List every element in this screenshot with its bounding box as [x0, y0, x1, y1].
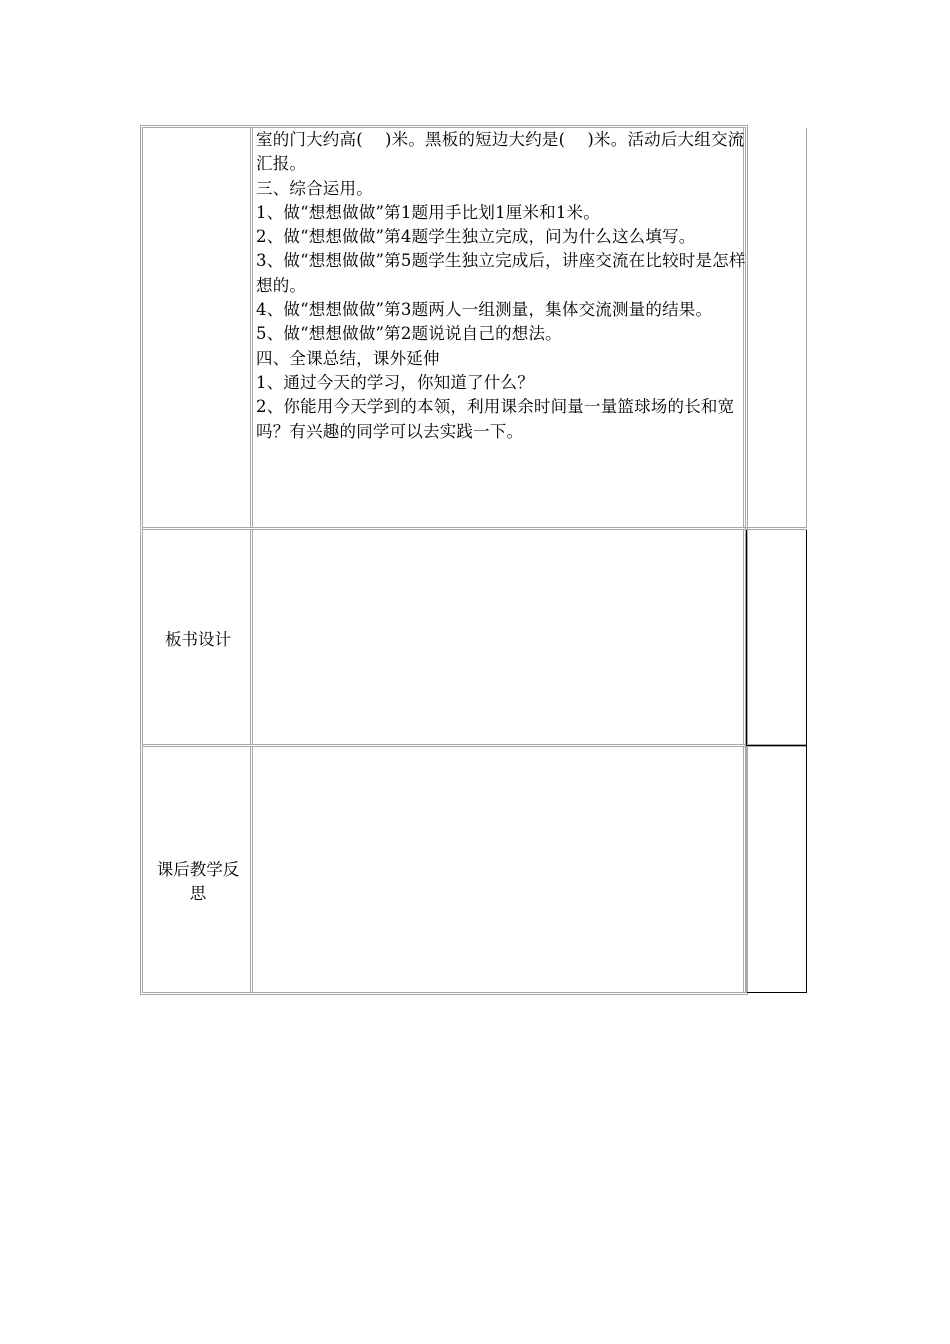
- side-column-border: [806, 530, 807, 993]
- side-column-border: [746, 745, 807, 746]
- side-column-border: [746, 747, 747, 993]
- side-column-border: [746, 992, 807, 993]
- teaching-process-text: [256, 128, 746, 444]
- row1-label-cell: [143, 128, 253, 528]
- reflection-content-cell: [254, 747, 746, 993]
- content-line: 室的门大约高( )米。黑板的短边大约是( )米。活动后大组交流汇报。: [256, 130, 745, 174]
- content-line: 三、综合运用。: [256, 178, 373, 198]
- content-line: 3、做“想想做做”第5题学生独立完成后，讲座交流在比较时是怎样想的。: [256, 251, 746, 295]
- board-design-label: 板书设计: [165, 630, 231, 649]
- content-line: 5、做“想想做做”第2题说说自己的想法。: [256, 324, 562, 344]
- content-line: 四、全课总结，课外延伸: [256, 348, 440, 368]
- content-line: 1、通过今天的学习，你知道了什么？: [256, 372, 534, 392]
- content-line: 4、做“想想做做”第3题两人一组测量，集体交流测量的结果。: [256, 300, 713, 320]
- reflection-label: 课后教学反思: [156, 860, 240, 903]
- content-line: 2、你能用今天学到的本领，利用课余时间量一量篮球场的长和宽吗？有兴趣的同学可以去实践一下。: [256, 397, 735, 441]
- side-column-border: [806, 128, 807, 528]
- side-column-border: [746, 530, 747, 745]
- content-line: 1、做“想想做做”第1题用手比划1厘米和1米。: [256, 202, 600, 222]
- content-line: 2、做“想想做做”第4题学生独立完成，问为什么这么填写。: [256, 227, 696, 247]
- board-design-content-cell: [254, 530, 746, 745]
